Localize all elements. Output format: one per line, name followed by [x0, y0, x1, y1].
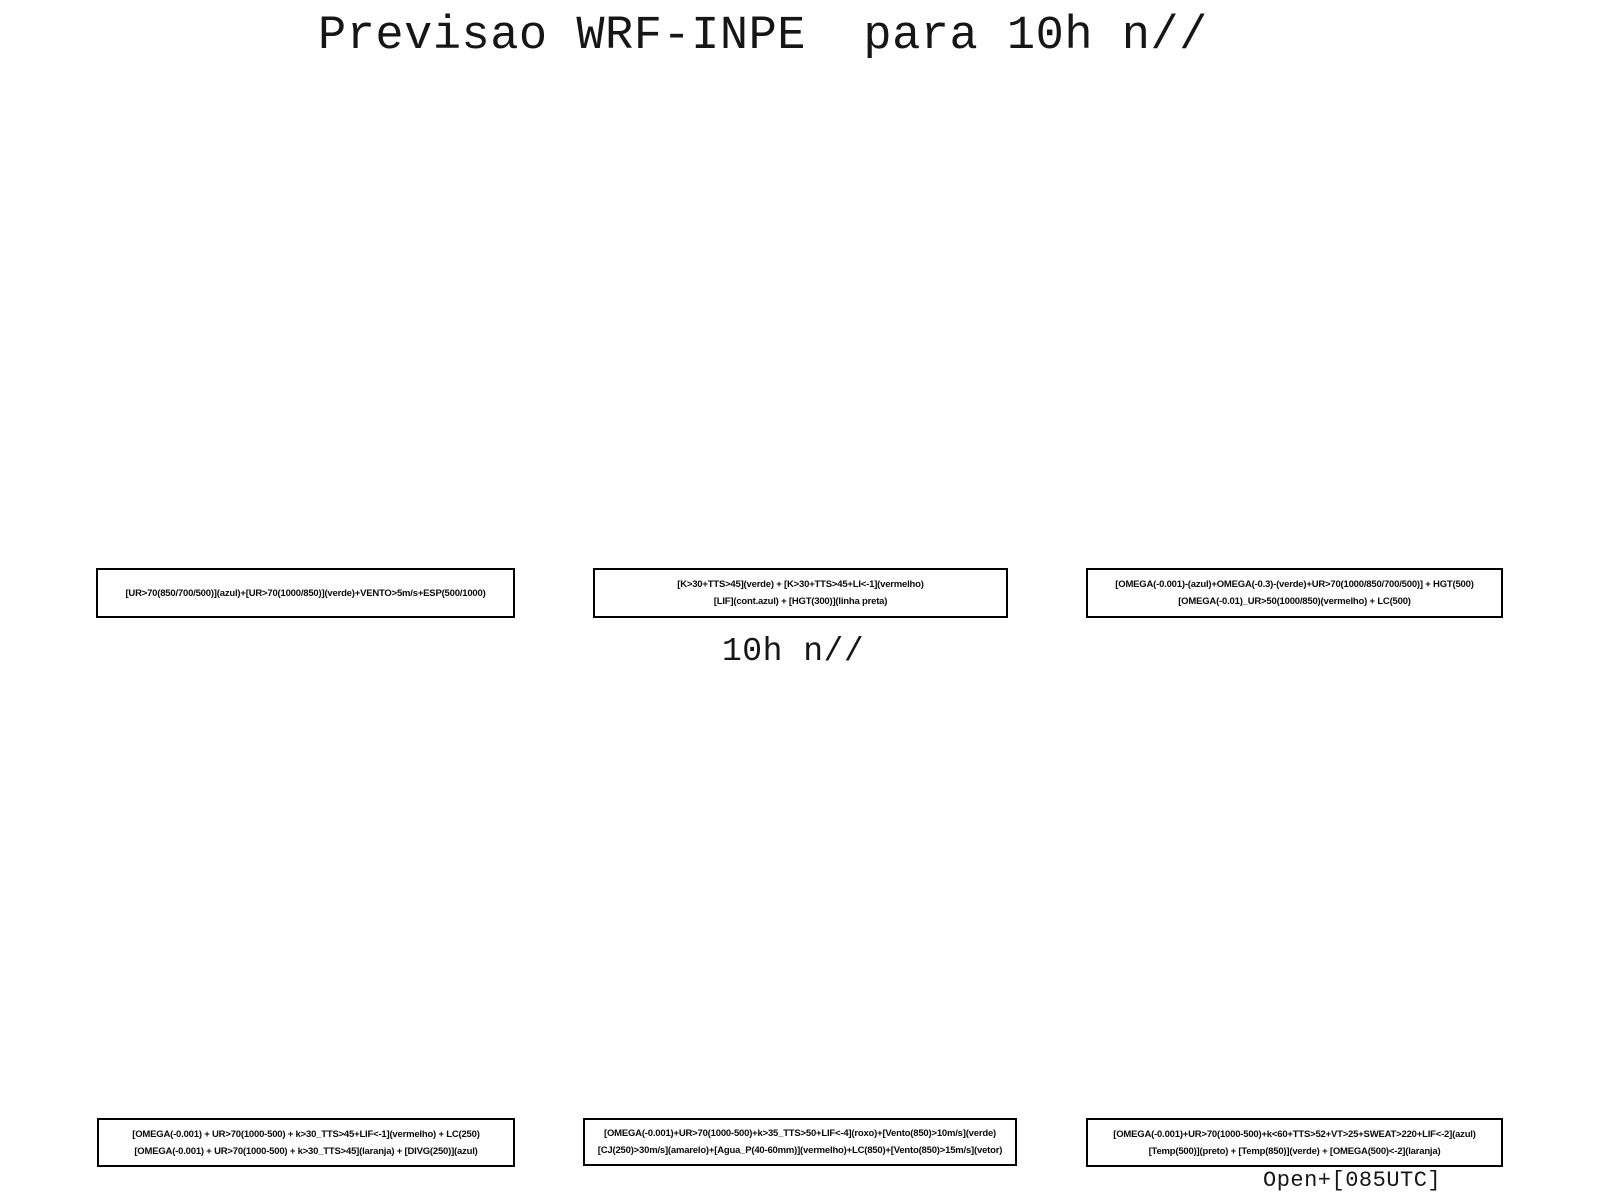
legend-box-top-left	[96, 568, 515, 618]
legend-caption: [OMEGA(-0.001) + UR>70(1000-500) + k>30_TTS>45](laranja) + [DIVG(250)](azul)	[134, 1145, 478, 1157]
legend-caption: [OMEGA(-0.001)-(azul)+OMEGA(-0.3)-(verde)+UR>70(1000/850/700/500)] + HGT(500)	[1115, 579, 1474, 590]
legend-caption: [OMEGA(-0.01)_UR>50(1000/850)(vermelho) + LC(500)	[1178, 596, 1411, 607]
legend-caption: [LIF](cont.azul) + [HGT(300)](linha preta)	[713, 596, 888, 607]
legend-caption: [OMEGA(-0.001)+UR>70(1000-500)+k>35_TTS>50+LIF<-4](roxo)+[Vento(850)>10m/s](verde)	[603, 1128, 996, 1139]
legend-caption: [OMEGA(-0.001)+UR>70(1000-500)+k<60+TTS>52+VT>25+SWEAT>220+LIF<-2](azul)	[1113, 1128, 1476, 1140]
legend-caption: [CJ(250)>30m/s](amarelo)+[Agua_P(40-60mm)](vermelho)+LC(850)+[Vento(850)>15m/s](vetor)	[597, 1145, 1003, 1156]
legend-caption: [K>30+TTS>45](verde) + [K>30+TTS>45+LI<-1](vermelho)	[677, 579, 924, 590]
legend-box-top-right	[1086, 568, 1503, 618]
legend-caption: [UR>70(850/700/500)](azul)+[UR>70(1000/850)](verde)+VENTO>5m/s+ESP(500/1000)	[125, 587, 486, 599]
legend-box-bottom-right	[1086, 1118, 1503, 1167]
legend-caption: [Temp(500)](preto) + [Temp(850)](verde) + [OMEGA(500)<-2](laranja)	[1148, 1145, 1441, 1157]
legend-box-bottom-center	[583, 1118, 1017, 1166]
legend-box-top-center	[593, 568, 1008, 618]
footer-status: Open+[085UTC]	[1263, 1168, 1442, 1193]
page-title: Previsao WRF-INPE para 10h n//	[318, 10, 1208, 63]
forecast-hour-label: 10h n//	[722, 633, 865, 670]
legend-box-bottom-left	[97, 1118, 515, 1167]
legend-caption: [OMEGA(-0.001) + UR>70(1000-500) + k>30_TTS>45+LIF<-1](vermelho) + LC(250)	[132, 1128, 480, 1140]
